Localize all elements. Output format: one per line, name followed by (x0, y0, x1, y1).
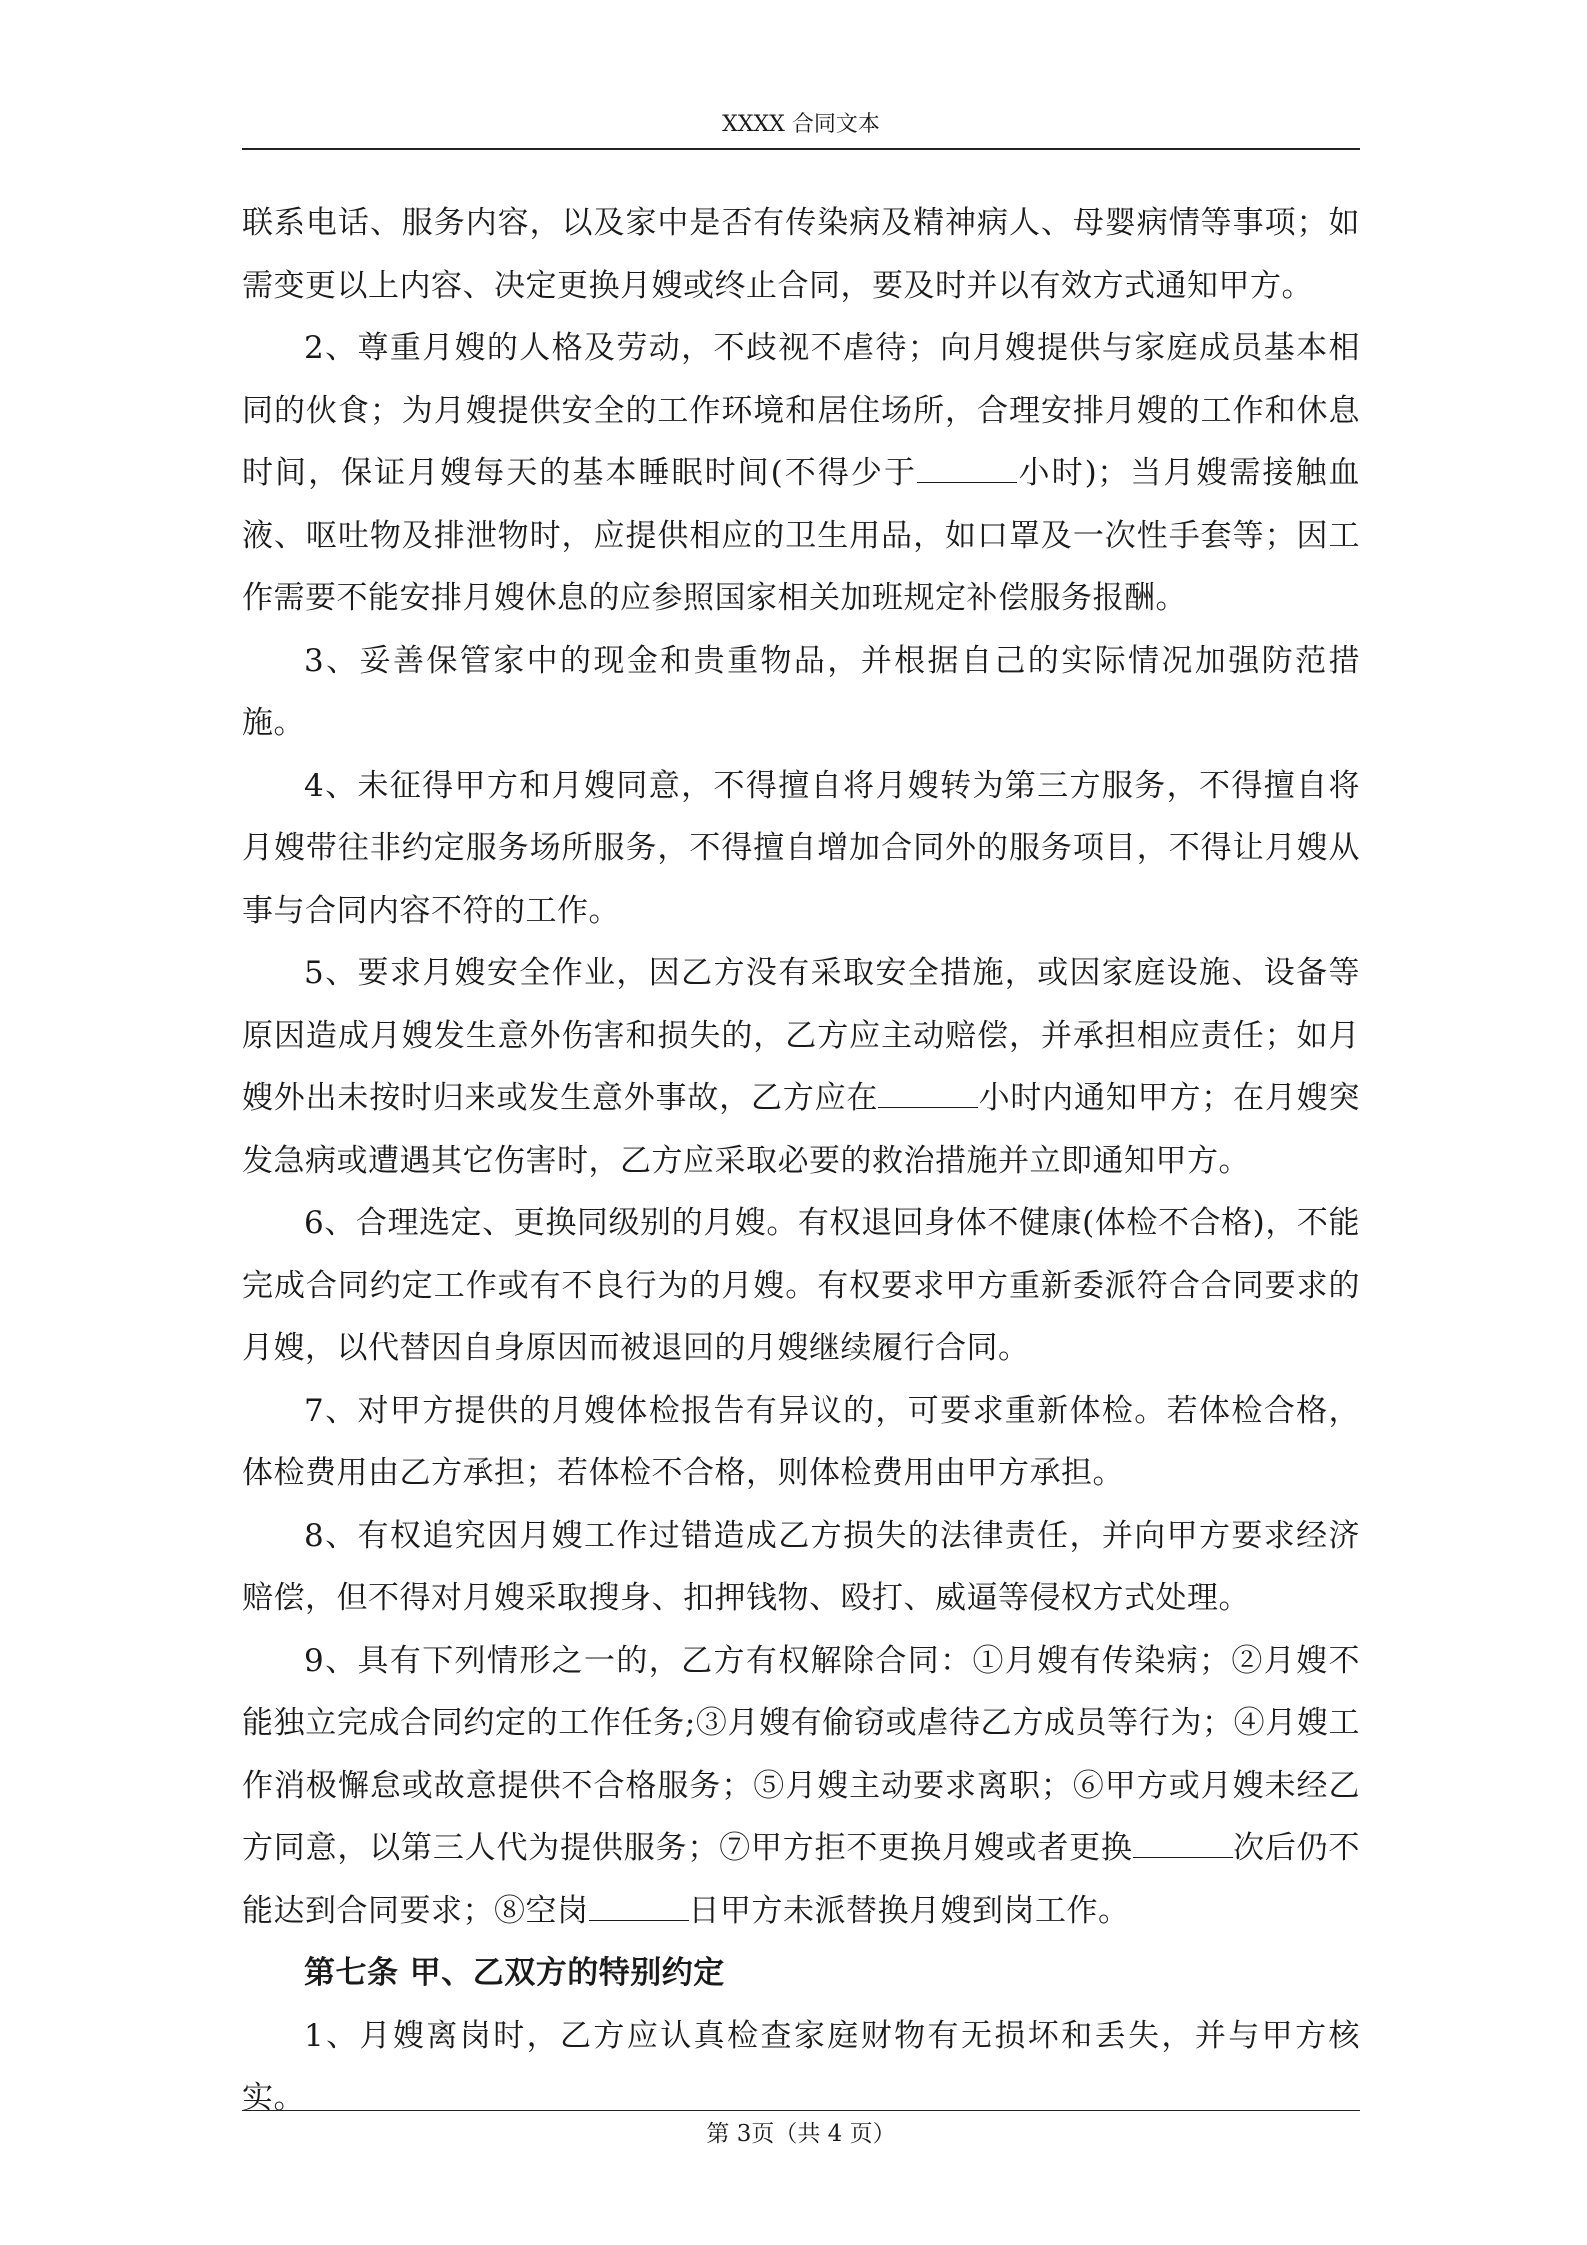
clause-8: 8、有权追究因月嫂工作过错造成乙方损失的法律责任，并向甲方要求经济赔偿，但不得对月嫂采取搜身、扣押钱物、殴打、威逼等侵权方式处理。 (242, 1517, 1360, 1616)
header-title: XXXX 合同文本 (722, 112, 880, 137)
page-number: 第 3页（共 4 页） (706, 2121, 896, 2147)
clause-5: 5、要求月嫂安全作业，因乙方没有采取安全措施，或因家庭设施、设备等原因造成月嫂发生意外伤害和损失的，乙方应主动赔偿，并承担相应责任；如月嫂外出未按时归来或发生意外事故，乙方应在 小时内通知甲方；在月嫂突发急病或遭遇其它伤害时，乙方应采取必要的救治措施并立即通知甲方。 (242, 955, 1360, 1179)
clause-7: 7、对甲方提供的月嫂体检报告有异议的，可要求重新体检。若体检合格，体检费用由乙方承担；若体检不合格，则体检费用由甲方承担。 (242, 1392, 1360, 1491)
section-heading-article-7: 第七条 甲、乙双方的特别约定 (304, 1955, 725, 1991)
paragraph-continuation: 联系电话、服务内容，以及家中是否有传染病及精神病人、母婴病情等事项；如需变更以上内容、决定更换月嫂或终止合同，要及时并以有效方式通知甲方。 (242, 205, 1360, 304)
clause-4: 4、未征得甲方和月嫂同意，不得擅自将月嫂转为第三方服务，不得擅自将月嫂带往非约定服务场所服务，不得擅自增加合同外的服务项目，不得让月嫂从事与合同内容不符的工作。 (242, 767, 1360, 929)
fill-blank-sleep-hours (917, 452, 1017, 483)
page-header (242, 110, 1360, 150)
page-footer (242, 2110, 1360, 2149)
clause-9: 9、具有下列情形之一的，乙方有权解除合同：①月嫂有传染病；②月嫂不能独立完成合同约定的工作任务;③月嫂有偷窃或虐待乙方成员等行为；④月嫂工作消极懈怠或故意提供不合格服务；⑤月嫂主动要求离职；⑥甲方或月嫂未经乙方同意，以第三人代为提供服务；⑦甲方拒不更换月嫂或者更换 次后仍不能达到合同要求；⑧空岗 日甲方未派替换月嫂到岗工作。 (242, 1642, 1360, 1929)
document-body (242, 192, 1360, 2130)
clause-2: 2、尊重月嫂的人格及劳动，不歧视不虐待；向月嫂提供与家庭成员基本相同的伙食；为月嫂提供安全的工作环境和居住场所，合理安排月嫂的工作和休息时间，保证月嫂每天的基本睡眠时间(不得少于 小时)；当月嫂需接触血液、呕吐物及排泄物时，应提供相应的卫生用品，如口罩及一次性手套等；因工作需要不能安排月嫂休息的应参照国家相关加班规定补偿服务报酬。 (242, 330, 1361, 616)
clause-3: 3、妥善保管家中的现金和贵重物品，并根据自己的实际情况加强防范措施。 (242, 642, 1360, 741)
fill-blank-replacement-count (1133, 1827, 1233, 1858)
clause-6: 6、合理选定、更换同级别的月嫂。有权退回身体不健康(体检不合格)，不能完成合同约定工作或有不良行为的月嫂。有权要求甲方重新委派符合合同要求的月嫂，以代替因自身原因而被退回的月嫂继续履行合同。 (242, 1205, 1360, 1366)
fill-blank-vacancy-days (589, 1890, 689, 1921)
article-7-clause-1: 1、月嫂离岗时，乙方应认真检查家庭财物有无损坏和丢失，并与甲方核实。 (242, 2017, 1360, 2116)
fill-blank-notify-hours (878, 1077, 978, 1108)
